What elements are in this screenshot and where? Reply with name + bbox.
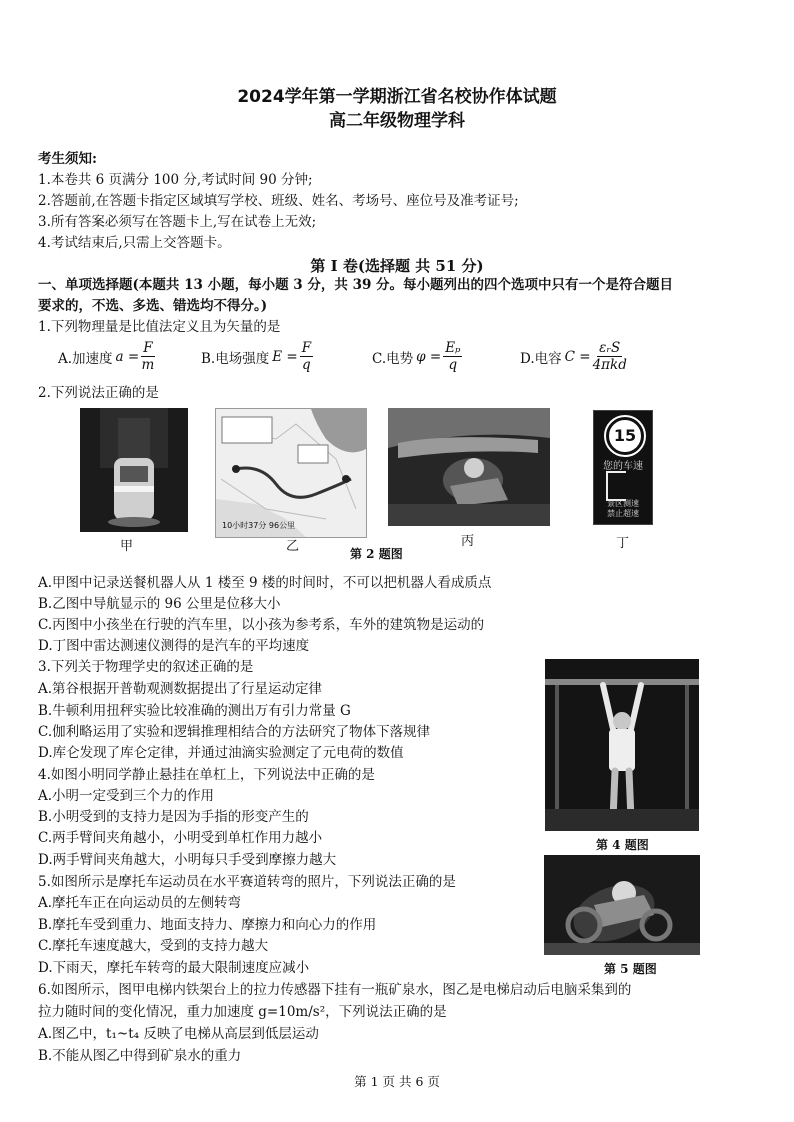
option-label: C.电势 [372,350,414,367]
denominator: q [302,357,311,373]
exam-title: 2024学年第一学期浙江省名校协作体试题 [237,87,557,107]
numerator: εᵣS [599,340,621,356]
formula-lhs: E = [272,348,298,365]
q4-option-c: C.两手臂间夹角越小，小明受到单杠作用力越小 [38,830,323,846]
figure-2-caption: 第 2 题图 [350,547,403,561]
car-illustration [388,408,550,526]
figure-label-bing: 丙 [461,534,475,549]
denominator: q [448,357,458,373]
numerator: Eₚ [445,340,461,356]
notice-item: 2.答题前,在答题卡指定区域填写学校、班级、姓名、考场号、座位号及准考证号; [38,193,519,209]
sign-display [606,471,626,501]
speed-sign-photo [593,410,653,525]
notice-item: 4.考试结束后,只需上交答题卡。 [38,235,231,251]
figure-5-caption: 第 5 题图 [604,962,657,976]
q2-option-d: D.丁图中雷达测速仪测得的是汽车的平均速度 [38,638,310,654]
notice-item: 1.本卷共 6 页满分 100 分,考试时间 90 分钟; [38,172,313,188]
q4-option-b: B.小明受到的支持力是因为手指的形变产生的 [38,809,309,825]
horizontal-bar-photo [545,659,699,831]
section-intro: 一、单项选择题(本题共 13 小题，每小题 3 分，共 39 分。每小题列出的四个选项中只有一个是符合题目 [38,277,674,293]
question-6-stem: 6.如图所示，图甲电梯内铁架台上的拉力传感器下挂有一瓶矿泉水，图乙是电梯启动后电脑采集到的 [38,982,632,998]
formula-lhs: φ = [416,348,442,365]
formula-lhs: a = [115,348,140,365]
option-label: A.加速度 [58,350,113,367]
q3-option-d: D.库仑发现了库仑定律，并通过油滴实验测定了元电荷的数值 [38,745,404,761]
motorcycle-photo [544,855,700,955]
speed-limit-sign: 15 [606,417,644,455]
q2-option-c: C.丙图中小孩坐在行驶的汽车里，以小孩为参考系，车外的建筑物是运动的 [38,617,485,633]
section-intro: 要求的，不选、多选、错选均不得分。) [38,298,268,314]
figure-label-jia: 甲 [120,539,134,554]
sign-text-line: 景区测速 [607,499,639,508]
section-title: 第 I 卷(选择题 共 51 分) [310,257,484,275]
q5-option-d: D.下雨天，摩托车转弯的最大限制速度应减小 [38,960,310,976]
denominator: 4πkd [592,357,627,373]
q1-option-a [58,340,157,373]
map-route-info: 10小时37分 96公里 [222,521,296,530]
figure-4-caption: 第 4 题图 [596,838,649,852]
sign-text-zone [596,499,650,519]
formula-lhs: C = [564,348,591,365]
question-6-stem-cont: 拉力随时间的变化情况，重力加速度 g=10m/s²，下列说法正确的是 [38,1004,447,1020]
denominator: m [141,357,155,373]
q1-option-c [372,340,464,373]
sign-text-speed: 您的车速 [603,461,643,472]
fraction [443,340,462,373]
notice-item: 3.所有答案必须写在答题卡上,写在试卷上无效; [38,214,317,230]
exam-subtitle: 高二年级物理学科 [329,111,465,131]
bar-hanging-illustration [545,659,699,831]
fraction [300,340,313,373]
q4-option-a: A.小明一定受到三个力的作用 [38,788,215,804]
option-label: D.电容 [520,350,562,367]
q3-option-c: C.伽利略运用了实验和逻辑推理相结合的方法研究了物体下落规律 [38,724,431,740]
numerator: F [301,340,312,356]
figure-label-yi: 乙 [286,539,300,554]
q5-option-a: A.摩托车正在向运动员的左侧转弯 [38,895,242,911]
question-4-stem: 4.如图小明同学静止悬挂在单杠上，下列说法中正确的是 [38,767,375,783]
motorcycle-illustration [544,855,700,955]
q3-option-b: B.牛顿利用扭秤实验比较准确的测出万有引力常量 G [38,703,351,719]
question-1-stem: 1.下列物理量是比值法定义且为矢量的是 [38,319,281,335]
numerator: F [143,340,153,356]
page-number: 第 1 页 共 6 页 [354,1074,440,1089]
q2-option-b: B.乙图中导航显示的 96 公里是位移大小 [38,596,281,612]
fraction [593,340,627,373]
figure-label-ding: 丁 [616,536,630,551]
sign-text-line: 禁止超速 [607,509,639,518]
q4-option-d: D.两手臂间夹角越大，小明每只手受到摩擦力越大 [38,852,337,868]
q6-option-b: B.不能从图乙中得到矿泉水的重力 [38,1048,242,1064]
navigation-map [215,408,367,538]
q5-option-c: C.摩托车速度越大，受到的支持力越大 [38,938,269,954]
question-2-stem: 2.下列说法正确的是 [38,385,159,401]
child-in-car-photo [388,408,550,526]
map-illustration [216,409,366,537]
robot-illustration [80,408,188,532]
q3-option-a: A.第谷根据开普勒观测数据提出了行星运动定律 [38,681,323,697]
fraction [141,340,154,373]
q5-option-b: B.摩托车受到重力、地面支持力、摩擦力和向心力的作用 [38,917,377,933]
question-3-stem: 3.下列关于物理学史的叙述正确的是 [38,659,254,675]
notice-heading: 考生须知: [38,151,97,167]
robot-photo [80,408,188,532]
q2-option-a: A.甲图中记录送餐机器人从 1 楼至 9 楼的时间时，不可以把机器人看成质点 [38,575,492,591]
option-label: B.电场强度 [201,350,270,367]
q1-option-b [201,340,315,373]
q6-option-a: A.图乙中，t₁~t₄ 反映了电梯从高层到低层运动 [38,1026,319,1042]
question-5-stem: 5.如图所示是摩托车运动员在水平赛道转弯的照片，下列说法正确的是 [38,874,456,890]
q1-option-d [520,340,629,373]
